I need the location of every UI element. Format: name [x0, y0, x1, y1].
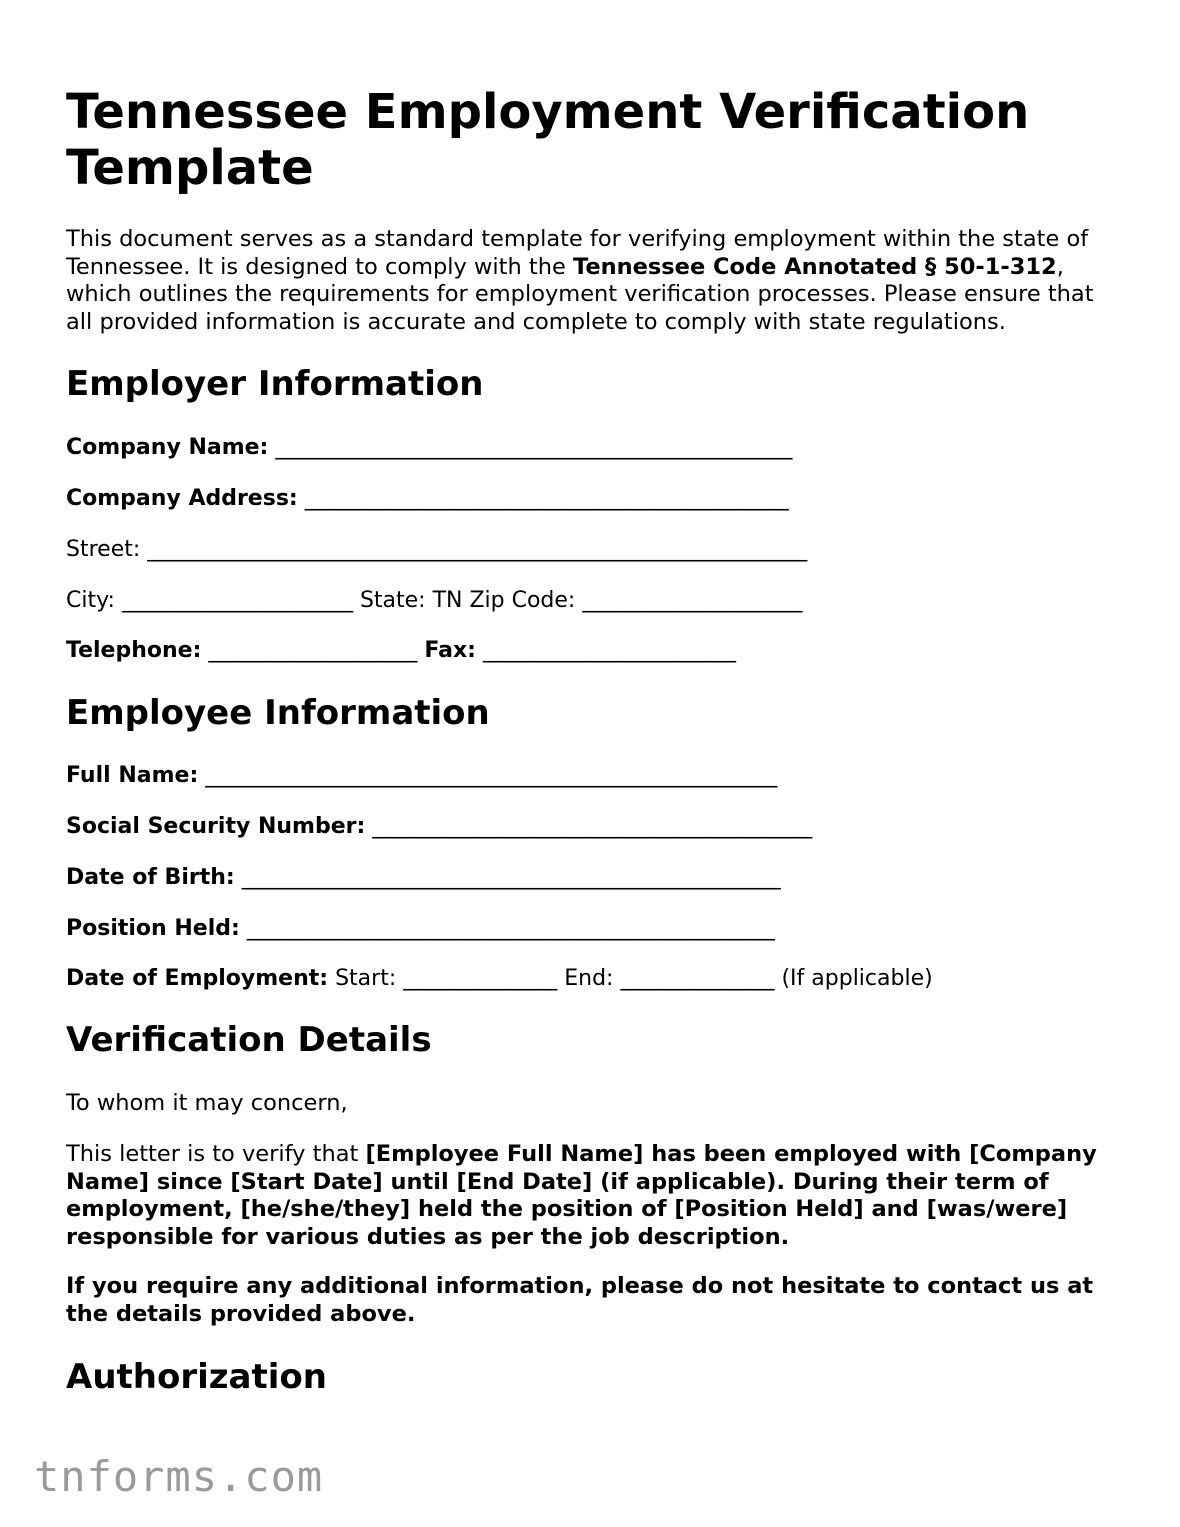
telephone-blank[interactable]: ___________________ [208, 638, 418, 663]
dob-field [66, 864, 781, 892]
company-name-field [66, 434, 792, 462]
closing-paragraph: If you require any additional information, please do not hesitate to contact us at the details provided above. [66, 1273, 1094, 1327]
full-name-field [66, 762, 777, 790]
intro-text-after: , which outlines the requirements for employment verification processes. Please ensure that all provided information is accurate and complete to comply with state regulations. [66, 253, 1094, 335]
full-name-label: Full Name: [66, 763, 199, 788]
intro-code-reference: Tennessee Code Annotated § 50-1-312 [572, 253, 1057, 280]
position-label: Position Held: [66, 916, 240, 941]
city-blank[interactable]: _____________________ [121, 588, 353, 613]
city-label: City: [66, 588, 115, 613]
ssn-label: Social Security Number: [66, 814, 366, 839]
authorization-heading: Authorization [66, 1357, 327, 1397]
site-watermark: tnforms.com [34, 1452, 324, 1501]
greeting: To whom it may concern, [66, 1090, 348, 1116]
zip-blank[interactable]: ____________________ [582, 588, 803, 613]
fax-label: Fax: [424, 638, 476, 663]
verification-body-lead: This letter is to verify that [66, 1141, 366, 1167]
position-field [66, 915, 775, 943]
employer-heading: Employer Information [66, 364, 484, 404]
state-zip-label: State: TN Zip Code: [359, 588, 576, 613]
full-name-blank[interactable]: ____________________________________________________ [205, 763, 778, 788]
telephone-label: Telephone: [66, 638, 202, 663]
verification-body [66, 1141, 1126, 1251]
verification-body-bold: [Employee Full Name] has been employed with [Company Name] since [Start Date] until [End Date] (if applicable). During their term of employment, [he/she/they] held the position of [Position Held] and [was/were] responsible for various duties as per the job description. [66, 1141, 1097, 1250]
if-applicable-note: (If applicable) [781, 966, 933, 991]
ssn-field [66, 813, 812, 841]
ssn-blank[interactable]: ________________________________________ [372, 814, 813, 839]
company-address-field [66, 485, 789, 513]
start-label: Start: [335, 966, 397, 991]
company-name-blank[interactable]: _______________________________________________ [275, 435, 793, 460]
company-address-blank[interactable]: ____________________________________________ [304, 486, 789, 511]
start-blank[interactable]: ______________ [403, 966, 558, 991]
position-blank[interactable]: ________________________________________________ [246, 916, 775, 941]
employment-dates-field [66, 965, 933, 993]
document-title: Tennessee Employment Verification Template [66, 84, 1030, 196]
end-blank[interactable]: ______________ [620, 966, 775, 991]
end-label: End: [564, 966, 614, 991]
verification-heading: Verification Details [66, 1020, 432, 1060]
dob-blank[interactable]: _________________________________________________ [241, 865, 781, 890]
street-blank[interactable]: ____________________________________________________________ [147, 537, 808, 562]
employee-heading: Employee Information [66, 693, 490, 733]
dob-label: Date of Birth: [66, 865, 235, 890]
city-state-zip-field [66, 587, 802, 615]
intro-text-before: This document serves as a standard template for verifying employment within the state of Tennessee. It is designed to comply with the [66, 226, 1089, 280]
fax-blank[interactable]: _______________________ [482, 638, 736, 663]
intro-paragraph [66, 226, 1126, 336]
street-field [66, 536, 807, 564]
employment-label: Date of Employment: [66, 966, 329, 991]
telephone-fax-field [66, 637, 736, 665]
company-name-label: Company Name: [66, 435, 269, 460]
company-address-label: Company Address: [66, 486, 298, 511]
street-label: Street: [66, 537, 141, 562]
